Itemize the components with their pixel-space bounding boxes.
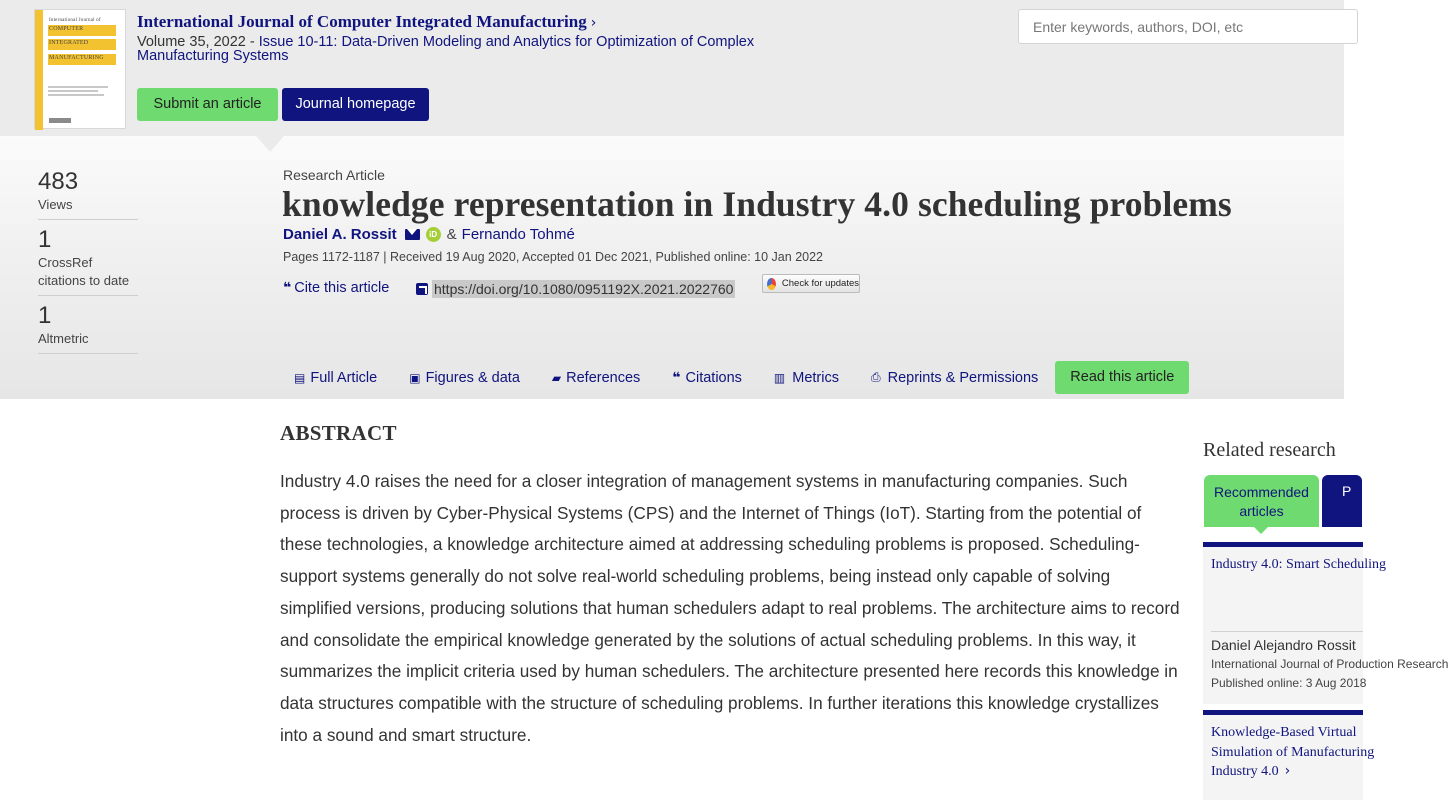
cover-text: MANUFACTURING (49, 55, 104, 61)
tab-figures-data[interactable] (409, 361, 520, 394)
related-article-authors: Daniel Alejandro Rossit (1211, 636, 1356, 653)
tab-label: Full Article (310, 369, 378, 386)
external-link-icon (416, 283, 428, 295)
related-article-card[interactable] (1203, 542, 1448, 704)
title-line-text: Industry 4.0 (1211, 764, 1279, 779)
article-header (0, 136, 1344, 399)
quote-icon: ❝ (283, 280, 292, 296)
metric-value: 483 (38, 168, 79, 195)
chevron-right-icon: › (590, 15, 597, 31)
metric-value: 1 (38, 226, 52, 253)
volume-text: Volume 35, 2022 - (137, 34, 259, 50)
publication-history: Pages 1172-1187 | Received 19 Aug 2020, Accepted 01 Dec 2021, Published online: 10 Jan 2022 (283, 250, 823, 264)
title-line: Simulation of Manufacturing (1211, 744, 1375, 760)
tab-reprints-permissions[interactable] (871, 361, 1038, 394)
related-article-title[interactable]: Industry 4.0: Smart Scheduling (1211, 557, 1386, 572)
author-link[interactable]: Daniel A. Rossit (283, 226, 397, 243)
active-tab-pointer (1254, 527, 1268, 534)
metric-views (38, 168, 138, 220)
document-icon: ▤ (294, 370, 306, 385)
cover-text-line (48, 86, 108, 88)
abstract-text: Industry 4.0 raises the need for a closer integration of management systems in manufacturing companies. Such process is driven by Cyber-Physical Systems (CPS) and the Internet of Things (IoT). Starting from the potential of these technologies, a knowledge architecture aimed at addressing scheduling problems is proposed. Scheduling-support systems generally do not solve real-world scheduling problems, being instead only capable of solving simplified versions, producing solutions that human schedulers adapt to real problems. The architecture aims to record and consolidate the empirical knowledge generated by the solutions of actual scheduling problems. In this way, it summarizes the implicit criteria used by human schedulers. The architecture presented here records this knowledge in data structures compatible with the structure of scheduling problems. In further iterations this knowledge crystallizes into a sound and smart structure. (280, 471, 1180, 745)
journal-cover-thumbnail[interactable] (34, 9, 126, 129)
journal-title-link[interactable] (137, 12, 596, 32)
title-line: Knowledge-Based Virtual (1211, 725, 1357, 740)
issue-link[interactable]: Issue 10-11: Data-Driven Modeling and Analytics for Optimization of Complex Manufacturing Systems (137, 34, 755, 64)
issue-info (137, 35, 817, 63)
cover-text: International Journal of (49, 18, 101, 23)
related-research-heading: Related research (1203, 439, 1336, 461)
doi-url[interactable]: https://doi.org/10.1080/0951192X.2021.2022760 (434, 281, 734, 297)
article-type: Research Article (283, 167, 385, 183)
envelope-icon[interactable] (405, 229, 420, 240)
article-title: knowledge representation in Industry 4.0 scheduling problems (282, 184, 1232, 224)
image-icon: ▣ (409, 370, 421, 385)
check-for-updates-button[interactable] (762, 274, 860, 293)
cite-label: Cite this article (294, 280, 390, 296)
tab-metrics[interactable] (774, 361, 839, 394)
quote-icon: ❝ (672, 369, 681, 386)
book-icon: ▰ (551, 370, 562, 385)
tab-label: Figures & data (425, 369, 520, 386)
metric-label: Altmetric (38, 331, 89, 346)
related-article-title[interactable] (1203, 715, 1375, 782)
tab-label: References (566, 369, 641, 386)
chevron-right-icon[interactable]: › (1284, 763, 1291, 779)
tab-label: Metrics (792, 369, 839, 386)
cite-article-link[interactable] (283, 280, 389, 296)
abstract-heading: ABSTRACT (280, 421, 397, 445)
tab-citations[interactable] (672, 361, 742, 394)
metric-crossref[interactable] (38, 226, 138, 296)
tab-label: Reprints & Permissions (887, 369, 1039, 386)
metric-label: Views (38, 197, 73, 212)
bar-chart-icon: ▥ (773, 370, 786, 385)
article-metrics (38, 168, 138, 360)
author-link[interactable]: Fernando Tohmé (461, 226, 575, 243)
cover-text-line (48, 94, 104, 96)
printer-icon: ⎙ (871, 370, 881, 384)
crossmark-icon (767, 278, 776, 290)
tab-people-also-read[interactable]: P (1322, 475, 1362, 527)
orcid-icon[interactable]: iD (426, 227, 441, 242)
metric-value: 1 (38, 302, 52, 329)
tab-references[interactable] (552, 361, 640, 394)
cover-text: INTEGRATED (49, 40, 89, 46)
check-updates-label: Check for updates (781, 278, 859, 289)
related-article-date: Published online: 3 Aug 2018 (1211, 675, 1367, 690)
cover-accent-strip (35, 10, 43, 130)
metric-altmetric[interactable] (38, 302, 138, 354)
related-article-card[interactable] (1203, 710, 1375, 800)
header-pointer (256, 136, 284, 152)
publisher-logo (49, 118, 71, 123)
search-input[interactable] (1018, 9, 1358, 44)
journal-homepage-button[interactable]: Journal homepage (282, 88, 429, 121)
article-tabs (294, 361, 1189, 394)
title-line (1211, 762, 1363, 782)
submit-article-button[interactable]: Submit an article (137, 88, 278, 121)
author-separator: & (446, 226, 457, 243)
related-article-journal: International Journal of Production Research (1211, 656, 1448, 671)
cover-text: COMPUTER (49, 26, 84, 32)
read-this-article-button[interactable]: Read this article (1055, 361, 1189, 394)
tab-full-article[interactable] (294, 361, 377, 394)
tab-label: Citations (685, 369, 742, 386)
tab-recommended-articles[interactable]: Recommended articles (1204, 475, 1319, 527)
author-list (283, 226, 575, 243)
journal-title-text: International Journal of Computer Integrated Manufacturing (137, 12, 587, 31)
cover-text-line (48, 90, 98, 92)
doi-link[interactable] (416, 280, 735, 298)
metric-label: CrossRef citations to date (38, 255, 130, 288)
